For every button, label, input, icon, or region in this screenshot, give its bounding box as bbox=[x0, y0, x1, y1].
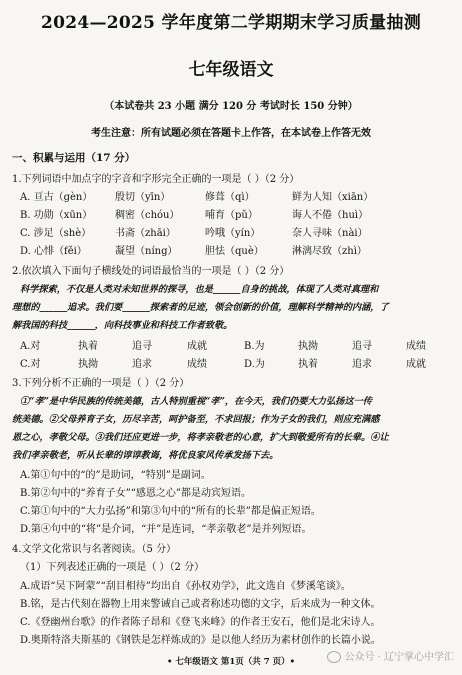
q3-passage-line: 统美德。②父母养育子女，历尽辛苦，呵护备至，不求回报；作为子女的我们，则应充满感 bbox=[12, 414, 380, 425]
q2-cell: 执着 bbox=[298, 359, 318, 370]
q1-option: C. 涉足（shè） bbox=[20, 228, 92, 239]
q1-option: 鲜为人知（xiān） bbox=[292, 192, 374, 203]
subject-title: 七年级语文 bbox=[188, 60, 274, 80]
q3-passage-line: 我们孝亲敬老，听从长辈的谆谆教诲，将优良家风传承发扬下去。 bbox=[12, 450, 279, 461]
q2-cell: 追寻 bbox=[352, 341, 372, 352]
q2-cell: 成就 bbox=[406, 359, 426, 370]
q1-option: 奈人寻味（nài） bbox=[292, 228, 368, 239]
q2-cell: B.为 bbox=[244, 341, 265, 352]
q2-cell: 执着 bbox=[78, 341, 98, 352]
q1-option: D. 心悱（fěi） bbox=[20, 246, 87, 257]
q1-option: 诲人不倦（huì） bbox=[292, 210, 369, 221]
q1-option: 凝望（níng） bbox=[115, 246, 178, 257]
q2-cell: 成绩 bbox=[187, 359, 207, 370]
q3-option-b: B.第②句中的“养育子女”“感恩之心”都是动宾短语。 bbox=[20, 488, 251, 499]
q1-option: 书斋（zhāi） bbox=[115, 228, 176, 239]
q3-option-a: A.第①句中的“的”是助词，“特别”是副词。 bbox=[20, 470, 211, 481]
q1-option: 殷切（yīn） bbox=[115, 192, 171, 203]
q2-cell: 执拗 bbox=[78, 359, 98, 370]
q3-passage-line: 恩之心，孝敬父母。③我们还应更进一步，将孝亲敬老的心意，扩大到敬爱所有的长辈。④让 bbox=[12, 432, 389, 443]
q3-stem: 3.下列分析不正确的一项是（ ）（2 分） bbox=[12, 378, 190, 389]
section-heading: 一、积累与运用（17 分） bbox=[12, 152, 136, 164]
q2-passage-line: 科学探索，不仅是人类对未知世界的探寻，也是______自身的挑战，体现了人类对真理和 bbox=[20, 284, 379, 295]
q1-option: 哺育（pǔ） bbox=[205, 210, 258, 221]
q2-cell: D.为 bbox=[244, 359, 265, 370]
page-footer: • 七年级语文 第1页（共 7 页）• bbox=[166, 657, 296, 667]
q1-stem: 1.下列词语中加点字的字音和字形完全正确的一项是（ ）（2 分） bbox=[12, 174, 300, 185]
exam-info: （本试卷共 23 小题 满分 120 分 考试时长 150 分钟） bbox=[104, 101, 358, 112]
q2-cell: 执拗 bbox=[298, 341, 318, 352]
q1-option: B. 功勋（xūn） bbox=[20, 210, 93, 221]
q4-option-d: D.奥斯特洛夫斯基的《钢铁是怎样炼成的》是以他人经历为素材创作的长篇小说。 bbox=[20, 635, 381, 646]
wechat-icon bbox=[327, 651, 341, 663]
q4-option-b: B.铭，是古代刻在器物上用来警诫自己或者称述功德的文字，后来成为一种文体。 bbox=[20, 599, 381, 610]
q3-option-d: D.第④句中的“将”是介词，“并”是连词，“孝亲敬老”是并列短语。 bbox=[20, 524, 312, 535]
q1-option: A. 亘古（gèn） bbox=[20, 192, 93, 203]
q2-cell: 追求 bbox=[352, 359, 372, 370]
q1-option: 胆怯（què） bbox=[205, 246, 264, 257]
q2-passage-line: 解我国的科技______，向科技事业和科技工作者致敬。 bbox=[12, 320, 233, 331]
exam-notice: 考生注意：所有试题必须在答题卡上作答，在本试卷上作答无效 bbox=[91, 128, 371, 139]
q2-cell: 追求 bbox=[132, 359, 152, 370]
q2-passage-line: 理想的______追求。我们要______探索者的足迹，领会创新的价值，理解科学精神的内涵，了 bbox=[12, 302, 389, 313]
q4-sub-stem: （1）下列表述正确的一项是（ ）（2 分） bbox=[20, 562, 205, 573]
q2-cell: C.对 bbox=[20, 359, 41, 370]
exam-title: 2024—2025 学年度第二学期期末学习质量抽测 bbox=[40, 13, 422, 33]
q3-passage-line: ①“孝”是中华民族的传统美德，古人特别重视“孝”，在今天，我们仍要大力弘扬这一传 bbox=[20, 396, 372, 407]
q1-option: 修葺（qì） bbox=[205, 192, 255, 203]
watermark bbox=[327, 648, 454, 663]
q1-option: 吟哦（yín） bbox=[205, 228, 261, 239]
q2-cell: A.对 bbox=[20, 341, 41, 352]
q1-option: 稠密（chóu） bbox=[115, 210, 180, 221]
q1-option: 淋漓尽致（zhì） bbox=[292, 246, 367, 257]
q2-stem: 2.依次填入下面句子横线处的词语最恰当的一项是（ ）（2 分） bbox=[12, 266, 290, 277]
q3-option-c: C.第①句中的“大力弘扬”和第③句中的“所有的长辈”都是偏正短语。 bbox=[20, 506, 321, 517]
q2-cell: 成就 bbox=[187, 341, 207, 352]
q4-stem: 4.文学文化常识与名著阅读。（5 分） bbox=[12, 544, 177, 555]
watermark-text: 公众号 · 辽宁掌心中学汇 bbox=[344, 652, 454, 663]
q4-option-a: A.成语“吴下阿蒙”“刮目相待”均出自《孙权劝学》，此文选自《梦溪笔谈》。 bbox=[20, 581, 351, 592]
q4-option-c: C.《登幽州台歌》的作者陈子昂和《登飞来峰》的作者王安石，他们是北宋诗人。 bbox=[20, 617, 381, 628]
q2-cell: 追寻 bbox=[132, 341, 152, 352]
q2-cell: 成绩 bbox=[406, 341, 426, 352]
